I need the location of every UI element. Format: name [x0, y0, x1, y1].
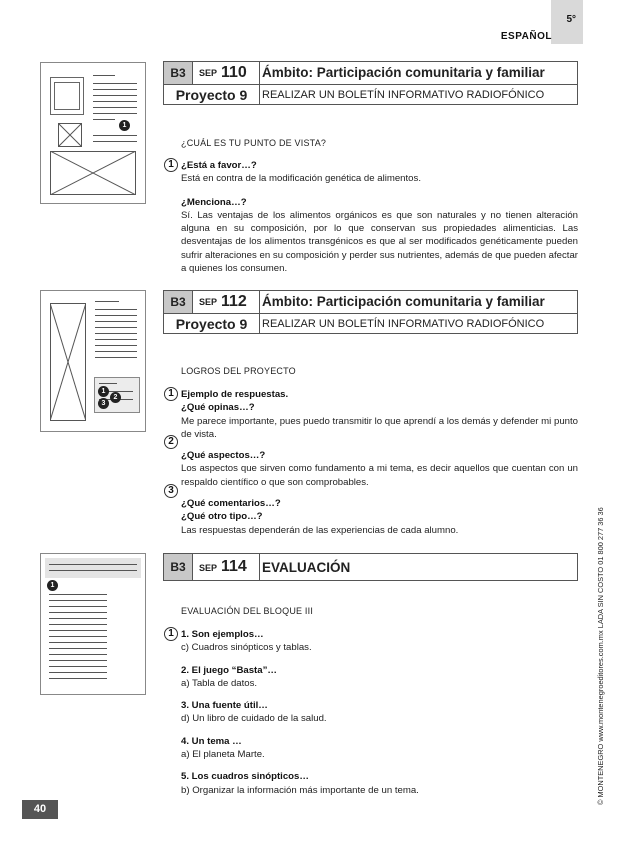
marker-circle: 1 [164, 158, 178, 172]
section-label: EVALUACIÓN DEL BLOQUE III [181, 606, 314, 616]
thumb-line [99, 383, 117, 384]
thumb-line [93, 113, 137, 114]
answer-text: c) Cuadros sinópticos y tablas. [181, 642, 312, 654]
answer-block [181, 159, 578, 275]
question-text: 4. Un tema … [181, 735, 242, 747]
thumb-line [95, 315, 137, 316]
question-text: 5. Los cuadros sinópticos… [181, 771, 309, 783]
answer-block [181, 628, 578, 797]
question-text: ¿Menciona…? [181, 196, 247, 208]
sep-label: SEP [199, 297, 218, 307]
thumb-line [49, 600, 107, 601]
answer-text: Está en contra de la modificación genética de alimentos. [181, 173, 421, 185]
sep-page-ref [193, 291, 260, 313]
marker-circle: 3 [164, 484, 178, 498]
header-row-top [164, 62, 577, 85]
thumb-line [95, 321, 137, 322]
thumb-line [49, 570, 137, 571]
thumb-line [95, 333, 137, 334]
answer-text: b) Organizar la información más importante de un tema. [181, 784, 419, 796]
answer-text: d) Un libro de cuidado de la salud. [181, 713, 327, 725]
project-number: Proyecto 9 [164, 85, 260, 105]
header-row-bottom [164, 314, 577, 334]
marker-circle: 1 [164, 387, 178, 401]
section-label: LOGROS DEL PROYECTO [181, 366, 296, 376]
page-thumbnail-112 [40, 290, 146, 432]
marker-circle: 2 [164, 435, 178, 449]
thumb-line [93, 141, 137, 142]
page-thumbnail-110 [40, 62, 146, 204]
thumb-line [49, 648, 107, 649]
page-thumbnail-114 [40, 553, 146, 695]
thumb-line [93, 75, 115, 76]
section-title: EVALUACIÓN [262, 560, 351, 575]
thumb-line [49, 654, 107, 655]
publisher-side-text: © MONTENEGRO www.montenegroeditores.com.mx LADA SIN COSTO 01 800 277 36 36 [596, 507, 605, 805]
thumb-line [49, 642, 107, 643]
thumb-line [49, 612, 107, 613]
thumb-line [49, 594, 107, 595]
sep-label: SEP [199, 68, 218, 78]
thumb-badge: 1 [98, 386, 109, 397]
question-text: ¿Qué otro tipo…? [181, 511, 263, 523]
thumb-line [95, 339, 137, 340]
question-text: ¿Qué aspectos…? [181, 450, 266, 462]
answer-block [181, 388, 578, 537]
thumb-line [93, 101, 137, 102]
thumb-badge: 3 [98, 398, 109, 409]
thumb-line [49, 666, 107, 667]
answer-text: a) Tabla de datos. [181, 677, 258, 689]
section-label: ¿CUÁL ES TU PUNTO DE VISTA? [181, 138, 327, 148]
thumb-badge: 1 [119, 120, 130, 131]
question-text: ¿Qué opinas…? [181, 402, 255, 414]
question-text: 3. Una fuente útil… [181, 700, 268, 712]
section-header-112 [163, 290, 578, 334]
ambito-title: Ámbito: Participación comunitaria y familiar [262, 294, 545, 309]
section-header-110 [163, 61, 578, 105]
thumb-image-placeholder [58, 123, 82, 147]
thumb-line [49, 564, 137, 565]
question-text: ¿Está a favor…? [181, 160, 257, 171]
thumb-line [49, 606, 107, 607]
thumb-badge: 2 [110, 392, 121, 403]
block-badge: B3 [164, 554, 193, 580]
project-title: REALIZAR UN BOLETÍN INFORMATIVO RADIOFÓNICO [262, 318, 545, 330]
sep-page-ref [193, 62, 260, 84]
project-title: REALIZAR UN BOLETÍN INFORMATIVO RADIOFÓNICO [262, 89, 545, 101]
header-row-bottom [164, 85, 577, 105]
thumb-line [95, 301, 119, 302]
thumb-badge: 1 [47, 580, 58, 591]
thumb-line [93, 119, 115, 120]
thumb-line [93, 95, 137, 96]
thumb-line [93, 135, 137, 136]
project-number: Proyecto 9 [164, 314, 260, 334]
thumb-line [93, 107, 137, 108]
thumb-line [95, 345, 137, 346]
thumb-line [49, 624, 107, 625]
thumb-header-bar [45, 558, 141, 578]
thumb-line [49, 618, 107, 619]
sep-page-number: 114 [221, 558, 247, 575]
thumb-line [95, 351, 137, 352]
block-badge: B3 [164, 62, 193, 84]
thumb-line [49, 630, 107, 631]
thumb-line [93, 89, 137, 90]
answer-text: Los aspectos que sirven como fundamento a mi tema, es decir aquellos que cuentan con un respaldo científico o que son comprobables. [181, 463, 578, 488]
sep-label: SEP [199, 563, 218, 573]
ambito-title: Ámbito: Participación comunitaria y familiar [262, 65, 545, 80]
answer-text: a) El planeta Marte. [181, 749, 265, 761]
thumb-image-inner [54, 82, 80, 110]
thumb-line [49, 672, 107, 673]
question-text: 1. Son ejemplos… [181, 629, 264, 640]
block-badge: B3 [164, 291, 193, 313]
thumb-line [95, 327, 137, 328]
section-header-114 [163, 553, 578, 581]
answer-text: Las respuestas dependerán de las experiencias de cada alumno. [181, 524, 459, 536]
question-text: ¿Qué comentarios…? [181, 498, 281, 510]
sep-page-number: 112 [221, 293, 247, 310]
answer-text: Sí. Las ventajas de los alimentos orgánicos es que son naturales y no tienen alteración alguna en su composición, por lo que conservan sus propiedades alimenticias. Las desventajas de los alimentos transgénicos es que al ser modificados genéticamente pueden sufrir alteraciones en su composición y perder sus nutrientes, además de que pueden afectar a quienes los consumen. [181, 209, 578, 275]
thumb-line [93, 83, 137, 84]
thumb-image-placeholder [50, 303, 86, 421]
header-row-top [164, 291, 577, 314]
marker-circle: 1 [164, 627, 178, 641]
question-text: 2. El juego “Basta”… [181, 664, 277, 676]
sep-page-number: 110 [221, 64, 247, 81]
thumb-line [49, 636, 107, 637]
thumb-line [49, 660, 107, 661]
answer-text: Me parece importante, pues puedo transmitir lo que aprendí a los demás y defender mi punto de vista. [181, 415, 578, 440]
question-text: Ejemplo de respuestas. [181, 389, 289, 400]
thumb-line [95, 309, 137, 310]
thumb-line [95, 357, 137, 358]
sep-page-ref [193, 554, 260, 580]
thumb-line [49, 678, 107, 679]
subject-label: ESPAÑOL [500, 31, 552, 42]
page-number: 40 [22, 800, 58, 819]
header-row-top [164, 554, 577, 580]
grade-label: 5° [566, 14, 576, 25]
thumb-image-placeholder [50, 151, 136, 195]
